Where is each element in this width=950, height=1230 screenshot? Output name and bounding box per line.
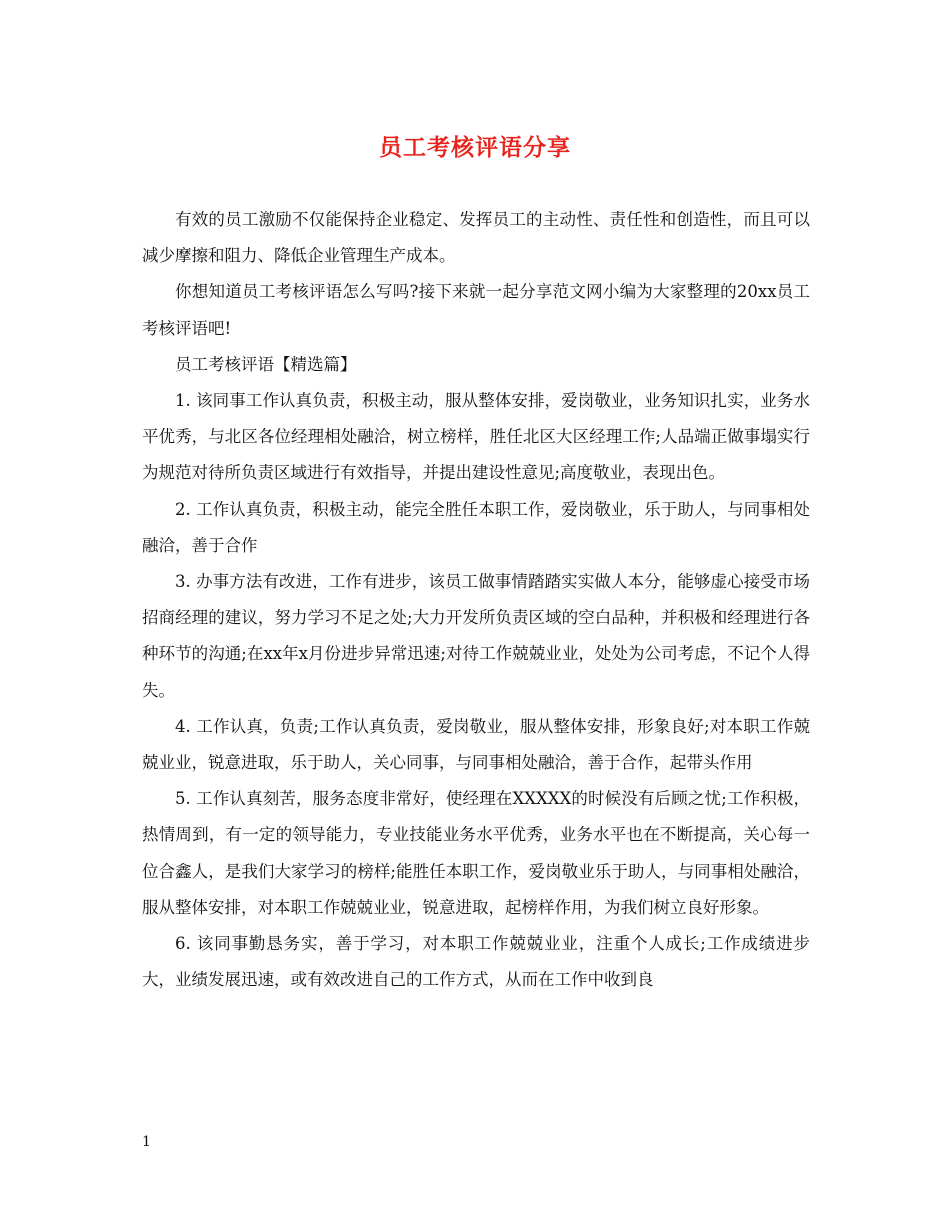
comment-item-5: 5. 工作认真刻苦，服务态度非常好，使经理在XXXXX的时候没有后顾之忧;工作积极，热情周到，有一定的领导能力，专业技能业务水平优秀，业务水平也在不断提高，关心每一位合鑫人，是我们大家学习的榜样;能胜任本职工作，爱岗敬业乐于助人，与同事相处融洽，服从整体安排，对本职工作兢兢业业，锐意进取，起榜样作用，为我们树立良好形象。 [142,789,810,917]
comment-item-4: 4. 工作认真，负责;工作认真负责，爱岗敬业，服从整体安排，形象良好;对本职工作兢兢业业，锐意进取，乐于助人，关心同事，与同事相处融洽，善于合作，起带头作用 [142,716,810,773]
document-body [142,202,810,998]
intro-question-paragraph: 你想知道员工考核评语怎么写吗?接下来就一起分享范文网小编为大家整理的20xx员工考核评语吧! [142,282,810,338]
comment-item-2: 2. 工作认真负责，积极主动，能完全胜任本职工作，爱岗敬业，乐于助人，与同事相处融洽，善于合作 [142,499,810,555]
section-heading: 员工考核评语【精选篇】 [175,354,357,374]
page-number: 1 [142,1134,151,1150]
document-title: 员工考核评语分享 [379,134,571,161]
intro-paragraph: 有效的员工激励不仅能保持企业稳定、发挥员工的主动性、责任性和创造性，而且可以减少摩擦和阻力、降低企业管理生产成本。 [142,210,810,266]
comment-item-6: 6. 该同事勤恳务实，善于学习，对本职工作兢兢业业，注重个人成长;工作成绩进步大，业绩发展迅速，或有效改进自己的工作方式，从而在工作中收到良 [142,934,810,990]
comment-item-3: 3. 办事方法有改进，工作有进步，该员工做事情踏踏实实做人本分，能够虚心接受市场招商经理的建议，努力学习不足之处;大力开发所负责区域的空白品种，并积极和经理进行各种环节的沟通;在xx年x月份进步异常迅速;对待工作兢兢业业，处处为公司考虑，不记个人得失。 [142,572,810,700]
comment-item-1: 1. 该同事工作认真负责，积极主动，服从整体安排，爱岗敬业，业务知识扎实，业务水平优秀，与北区各位经理相处融洽，树立榜样，胜任北区大区经理工作;人品端正做事塌实行为规范对待所负责区域进行有效指导，并提出建设性意见;高度敬业，表现出色。 [142,391,810,483]
